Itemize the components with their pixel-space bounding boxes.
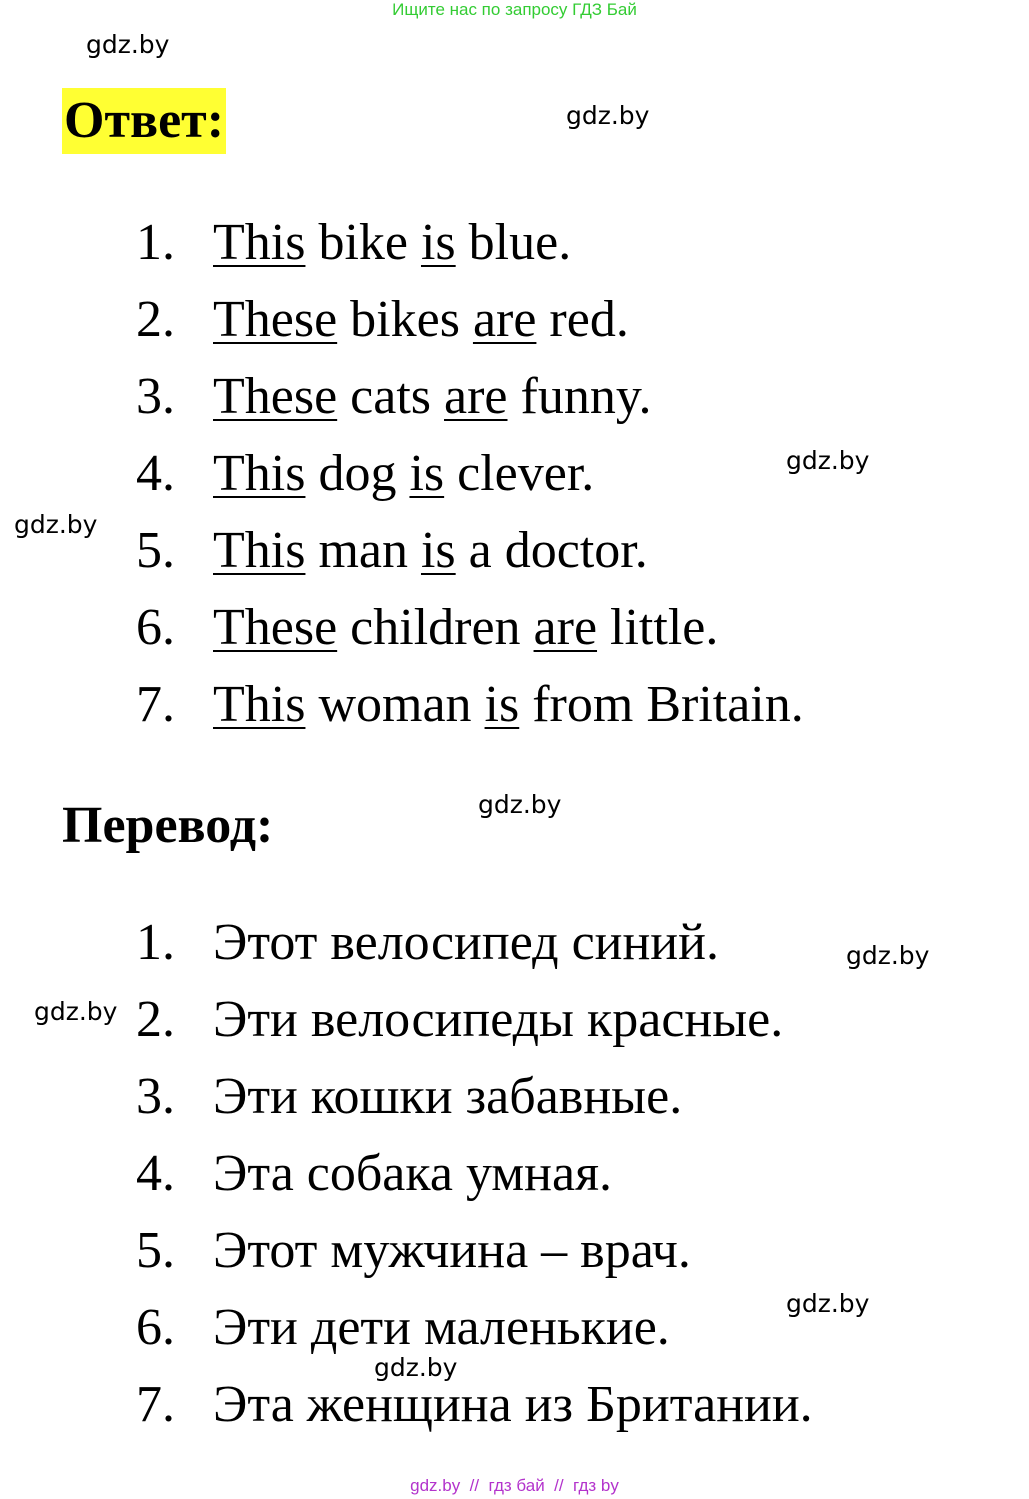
watermark: gdz.by (786, 1289, 870, 1318)
item-text (213, 290, 629, 350)
item-number: 2. (136, 291, 175, 348)
sentence-part: clever. (444, 445, 595, 502)
item-number: 2. (136, 991, 175, 1048)
watermark: gdz.by (14, 510, 98, 539)
watermark: gdz.by (86, 30, 170, 59)
top-banner: Ищите нас по запросу ГДЗ Бай (392, 0, 637, 19)
item-text: Этот мужчина – врач. (213, 1222, 691, 1279)
footer-watermark: gdz.by // гдз бай // гдз by (410, 1476, 619, 1495)
watermark: gdz.by (846, 941, 930, 970)
item-number: 3. (136, 368, 175, 425)
watermark: gdz.by (566, 101, 650, 130)
sentence-part: children (337, 599, 534, 656)
verb-underlined: are (472, 291, 537, 348)
sentence-part: from Britain. (519, 676, 804, 733)
item-text: Эти велосипеды красные. (213, 991, 784, 1048)
item-text: Эти дети маленькие. (213, 1299, 670, 1356)
verb-underlined: is (420, 214, 456, 271)
verb-underlined: is (484, 676, 520, 733)
item-text (213, 521, 648, 581)
item-number: 5. (136, 522, 175, 579)
item-number: 5. (136, 1222, 175, 1279)
pronoun-underlined: This (213, 214, 306, 271)
verb-underlined: is (409, 445, 445, 502)
pronoun-underlined: This (213, 676, 306, 733)
watermark: gdz.by (478, 790, 562, 819)
sentence-part: bikes (337, 291, 473, 348)
item-number: 1. (136, 914, 175, 971)
translation-heading: Перевод: (62, 797, 274, 854)
pronoun-underlined: These (213, 599, 338, 656)
item-number: 6. (136, 599, 175, 656)
item-text (213, 598, 718, 658)
sentence-part: little. (597, 599, 719, 656)
item-number: 7. (136, 1376, 175, 1433)
pronoun-underlined: This (213, 445, 306, 502)
item-text: Эти кошки забавные. (213, 1068, 683, 1125)
watermark: gdz.by (786, 446, 870, 475)
item-text (213, 675, 804, 735)
item-number: 6. (136, 1299, 175, 1356)
watermark: gdz.by (374, 1353, 458, 1382)
sentence-part: cats (337, 368, 445, 425)
item-number: 4. (136, 445, 175, 502)
sentence-part: a doctor. (455, 522, 648, 579)
sentence-part: funny. (507, 368, 652, 425)
answer-heading: Ответ: (62, 88, 226, 154)
item-number: 4. (136, 1145, 175, 1202)
verb-underlined: are (444, 368, 508, 425)
verb-underlined: is (420, 522, 456, 579)
item-text (213, 444, 594, 504)
sentence-part: man (305, 522, 421, 579)
pronoun-underlined: These (213, 368, 338, 425)
item-text (213, 367, 651, 427)
item-text (213, 213, 571, 273)
item-text: Эта собака умная. (213, 1145, 612, 1202)
item-number: 7. (136, 676, 175, 733)
item-number: 3. (136, 1068, 175, 1125)
item-text: Этот велосипед синий. (213, 914, 719, 971)
sentence-part: bike (305, 214, 421, 271)
item-text: Эта женщина из Британии. (213, 1376, 813, 1433)
sentence-part: dog (305, 445, 410, 502)
sentence-part: blue. (455, 214, 572, 271)
pronoun-underlined: These (213, 291, 338, 348)
sentence-part: woman (305, 676, 485, 733)
verb-underlined: are (533, 599, 598, 656)
pronoun-underlined: This (213, 522, 306, 579)
item-number: 1. (136, 214, 175, 271)
watermark: gdz.by (34, 997, 118, 1026)
sentence-part: red. (536, 291, 629, 348)
